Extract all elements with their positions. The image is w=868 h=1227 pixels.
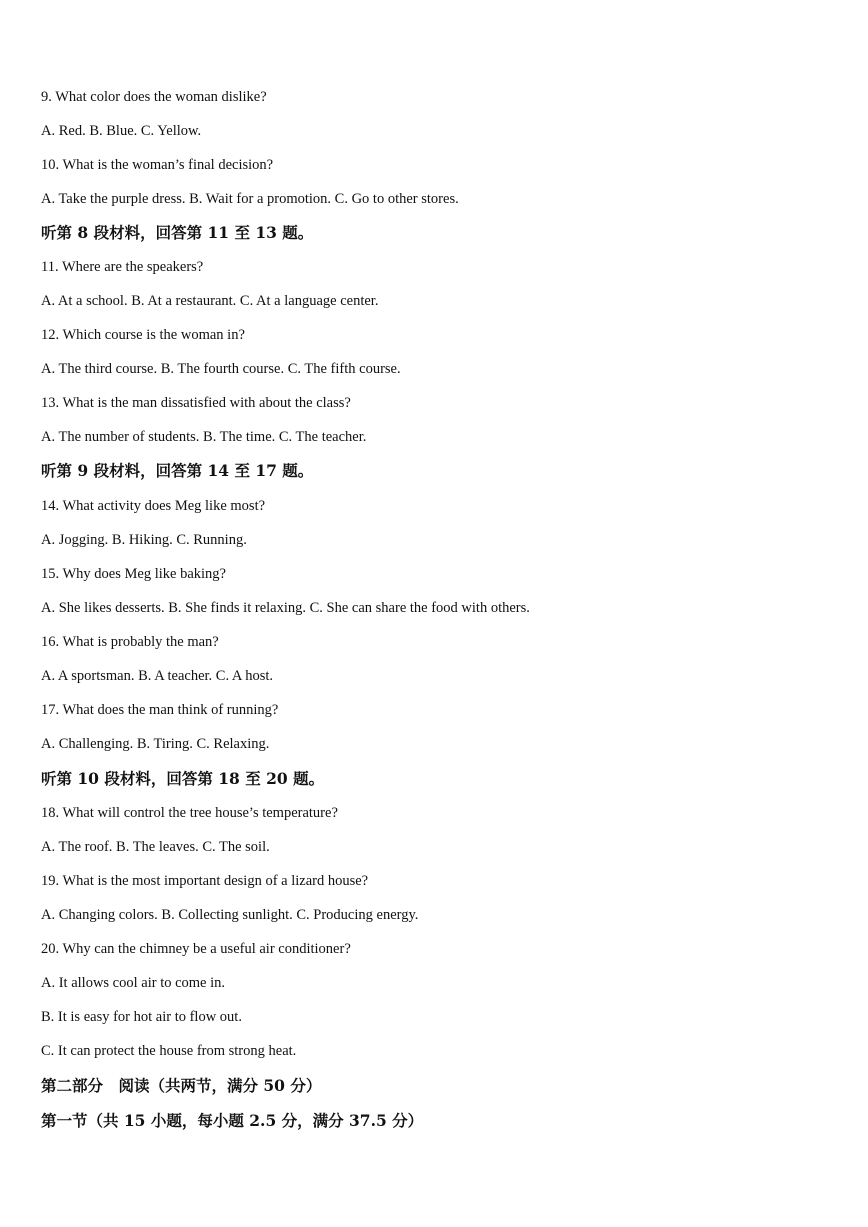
option-20-c: C. It can protect the house from strong heat. — [41, 1043, 297, 1059]
options-19: A. Changing colors. B. Collecting sunlight. C. Producing energy. — [41, 907, 419, 923]
question-20: 20. Why can the chimney be a useful air conditioner? — [41, 941, 351, 957]
question-17: 17. What does the man think of running? — [41, 702, 279, 718]
options-15: A. She likes desserts. B. She finds it relaxing. C. She can share the food with others. — [41, 600, 530, 616]
options-16: A. A sportsman. B. A teacher. C. A host. — [41, 668, 274, 684]
question-18: 18. What will control the tree house’s temperature? — [41, 805, 338, 821]
question-9: 9. What color does the woman dislike? — [41, 89, 267, 105]
question-11: 11. Where are the speakers? — [41, 259, 204, 275]
options-10: A. Take the purple dress. B. Wait for a promotion. C. Go to other stores. — [41, 191, 459, 207]
part-two-heading: 第二部分 阅读（共两节，满分 50 分） — [41, 1076, 322, 1095]
options-18: A. The roof. B. The leaves. C. The soil. — [41, 839, 270, 855]
question-13: 13. What is the man dissatisfied with about the class? — [41, 395, 351, 411]
options-13: A. The number of students. B. The time. C. The teacher. — [41, 429, 367, 445]
options-14: A. Jogging. B. Hiking. C. Running. — [41, 532, 247, 548]
options-17: A. Challenging. B. Tiring. C. Relaxing. — [41, 736, 270, 752]
question-16: 16. What is probably the man? — [41, 634, 219, 650]
option-20-a: A. It allows cool air to come in. — [41, 975, 226, 991]
question-12: 12. Which course is the woman in? — [41, 327, 245, 343]
section-heading-9: 听第 9 段材料，回答第 14 至 17 题。 — [41, 461, 314, 480]
question-10: 10. What is the woman’s final decision? — [41, 157, 274, 173]
section-heading-8: 听第 8 段材料，回答第 11 至 13 题。 — [41, 223, 314, 242]
question-19: 19. What is the most important design of a lizard house? — [41, 873, 369, 889]
question-15: 15. Why does Meg like baking? — [41, 566, 226, 582]
section-one-heading: 第一节（共 15 小题，每小题 2.5 分，满分 37.5 分） — [41, 1111, 424, 1130]
option-20-b: B. It is easy for hot air to flow out. — [41, 1009, 242, 1025]
options-11: A. At a school. B. At a restaurant. C. At a language center. — [41, 293, 379, 309]
question-14: 14. What activity does Meg like most? — [41, 498, 266, 514]
options-12: A. The third course. B. The fourth course. C. The fifth course. — [41, 361, 401, 377]
section-heading-10: 听第 10 段材料，回答第 18 至 20 题。 — [41, 769, 325, 788]
options-9: A. Red. B. Blue. C. Yellow. — [41, 123, 202, 139]
